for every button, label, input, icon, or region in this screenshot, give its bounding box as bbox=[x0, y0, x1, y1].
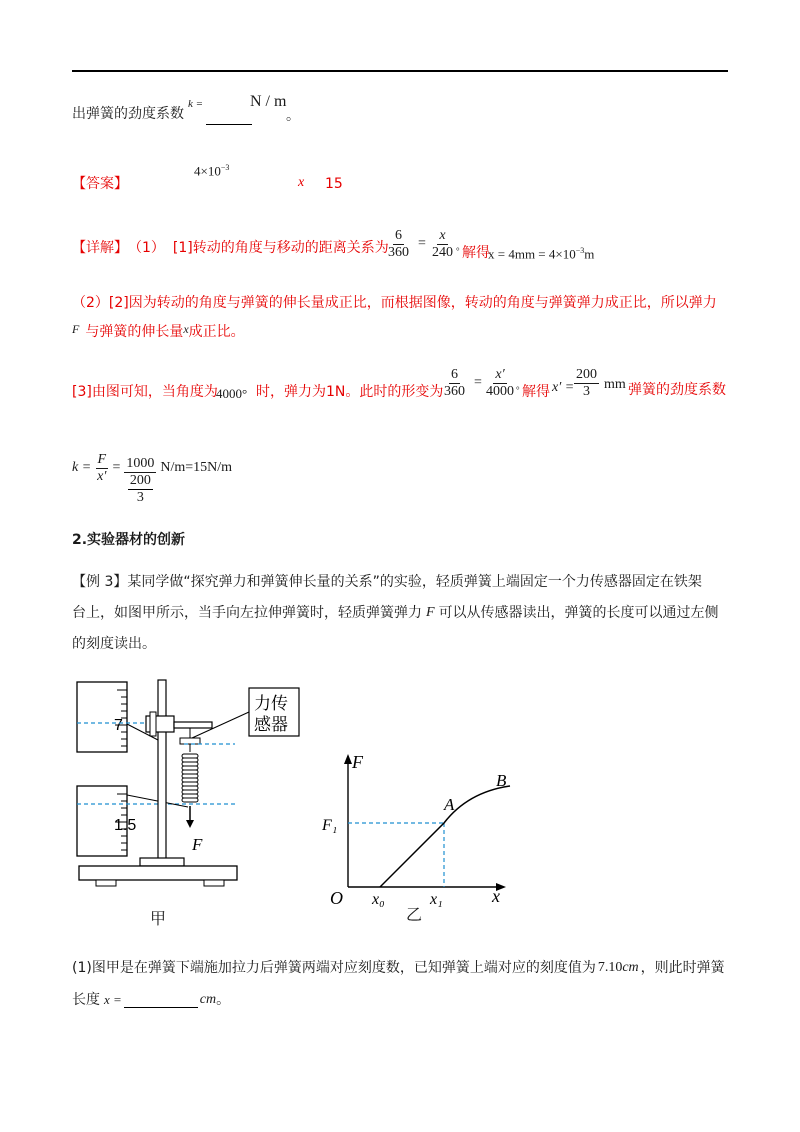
example-line-2: 台上，如图甲所示，当手向左拉伸弹簧时，轻质弹簧弹力 F 可以从传感器读出，弹簧的长度可以通过左侧 bbox=[72, 597, 719, 629]
detail-solve: 解得 bbox=[462, 245, 490, 261]
question-line-1: (1)图甲是在弹簧下端施加拉力后弹簧两端对应刻度数，已知弹簧上端对应的刻度值为 7.10cm ，则此时弹簧 bbox=[72, 952, 725, 984]
detail3-fraction-2: $\frac{x'}{4000}$ bbox=[486, 367, 514, 399]
k-equals: k = bbox=[188, 98, 204, 110]
detail3-tail: 弹簧的劲度系数 bbox=[628, 382, 726, 398]
graph-point-A: A bbox=[444, 795, 455, 814]
graph-point-B: B bbox=[496, 771, 507, 790]
detail-result: $x = 4mm = 4\times 10^{-3}m$ bbox=[488, 246, 595, 262]
caption-jia: 甲 bbox=[150, 909, 167, 928]
stiffness-line bbox=[72, 104, 184, 124]
answer-value-2: x bbox=[298, 175, 305, 190]
detail-line-3-mid: 时，弹力为1N。此时的形变为 bbox=[256, 384, 444, 400]
example-line-3: 的刻度读出。 bbox=[72, 636, 156, 652]
detail-degree: ° bbox=[456, 246, 460, 256]
stiffness-end: 。 bbox=[286, 108, 300, 124]
detail-equals: = bbox=[418, 236, 426, 251]
detail3-fraction-3: $\frac{200}{3}$ bbox=[576, 367, 597, 399]
detail3-degree: ° bbox=[516, 385, 520, 395]
svg-text:感器: 感器 bbox=[254, 715, 288, 735]
length-answer-blank[interactable] bbox=[124, 993, 198, 1008]
scale-label-7: 7 bbox=[114, 717, 123, 734]
detail-part-1: （1） bbox=[128, 240, 165, 256]
detail-line-2b: F 与弹簧的伸长量 x 成正比。 bbox=[72, 322, 245, 342]
figure-apparatus bbox=[70, 672, 300, 932]
detail-line-2: （2）[2]因为转动的角度与弹簧的伸长量成正比，而根据图像，转动的角度与弹簧弹力成正比，所以弹力 bbox=[72, 295, 717, 311]
graph-x1: x₁ bbox=[430, 891, 443, 908]
detail-line-1 bbox=[72, 238, 389, 258]
answer-value-3: 15 bbox=[325, 176, 343, 192]
angle-4000: 4000° bbox=[216, 386, 248, 401]
detail3-unit: mm bbox=[604, 377, 626, 392]
graph-F1: F₁ bbox=[322, 817, 338, 834]
stiffness-formula: k = $\frac{F}{x'}$ = 1000 200 3 N/m=15N/m bbox=[72, 451, 233, 505]
stand-base-top bbox=[140, 858, 184, 866]
detail-fraction-1: $\frac{6}{360}$ bbox=[388, 228, 409, 260]
stand-base bbox=[79, 866, 237, 880]
graph-origin: O bbox=[330, 888, 343, 908]
unit-n-per-m: N / m bbox=[250, 93, 287, 110]
svg-text:力传: 力传 bbox=[254, 694, 288, 714]
detail-tag: 【详解】 bbox=[72, 240, 128, 256]
detail3-fraction-1: $\frac{6}{360}$ bbox=[444, 367, 465, 399]
detail-sentence-1: [1]转动的角度与移动的距离关系为 bbox=[172, 240, 389, 256]
answer-value-1: $4\times 10^{-3}$ bbox=[194, 163, 230, 179]
figure-force-extension-graph bbox=[320, 752, 520, 912]
graph-label-x: x bbox=[492, 886, 500, 906]
detail3-equals: = bbox=[474, 375, 482, 390]
graph-x0: x₀ bbox=[372, 891, 385, 908]
graph-label-F: F bbox=[352, 752, 363, 772]
extension-symbol: x bbox=[183, 322, 189, 336]
stiffness-blank[interactable] bbox=[206, 110, 252, 125]
example-line-1: 【例 3】某同学做“探究弹力和弹簧伸长量的关系”的实验，轻质弹簧上端固定一个力传感器固定在铁架 bbox=[72, 574, 702, 590]
detail-line-3: [3]由图可知，当角度为 bbox=[72, 384, 218, 400]
detail3-xprime: x′ = bbox=[552, 380, 575, 395]
caption-yi: 乙 bbox=[406, 905, 423, 924]
detail3-solve: 解得 bbox=[522, 384, 550, 400]
stand-pole bbox=[158, 680, 166, 860]
force-label: F bbox=[192, 835, 203, 854]
stand-arm bbox=[174, 722, 212, 728]
answer-tag: 【答案】 bbox=[72, 176, 128, 192]
detail-fraction-2: $\frac{x}{240}$ bbox=[432, 228, 453, 260]
force-symbol: F bbox=[72, 322, 80, 336]
force-F: F bbox=[426, 605, 435, 620]
scale-label-1-5: 1.5 bbox=[114, 817, 137, 834]
spring bbox=[182, 744, 198, 802]
question-line-2: 长度 x = cm 。 bbox=[72, 992, 231, 1008]
question-value: 7.10cm bbox=[597, 960, 639, 975]
stiffness-prefix: 出弹簧的劲度系数 bbox=[72, 106, 184, 122]
section-title: 2.实验器材的创新 bbox=[72, 532, 186, 548]
header-rule bbox=[72, 70, 728, 72]
